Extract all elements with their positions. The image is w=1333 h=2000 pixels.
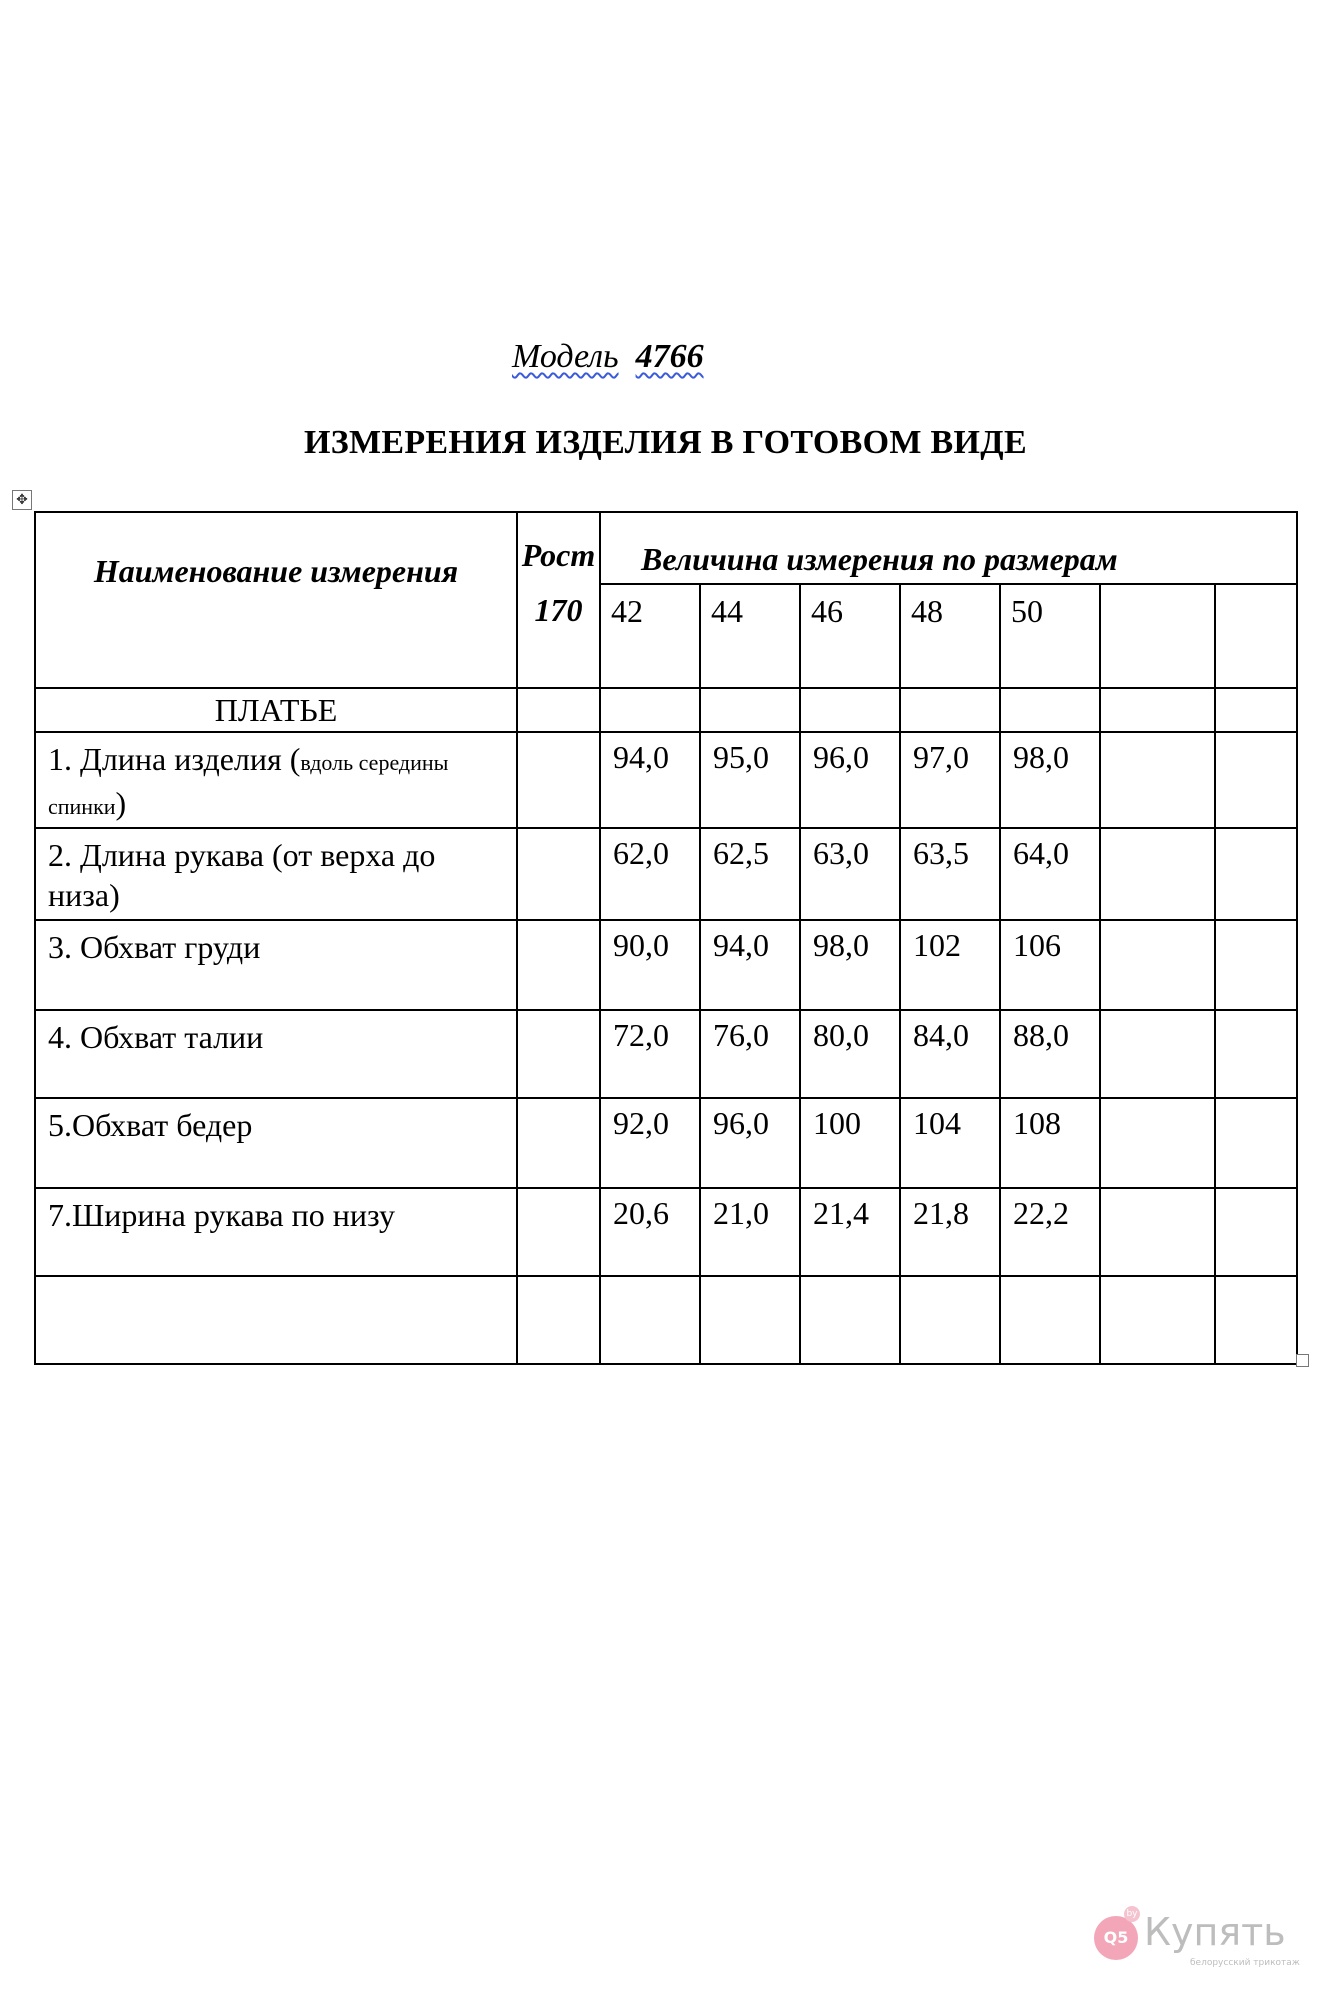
measurement-name-end: ) (115, 785, 127, 821)
value-cell: 98,0 (1000, 732, 1100, 828)
value-cell: 21,0 (700, 1188, 800, 1276)
table-row (35, 1098, 1297, 1188)
size-header-cell: 50 (1000, 584, 1100, 688)
value-cell: 84,0 (900, 1010, 1000, 1098)
value-cell: 108 (1000, 1098, 1100, 1188)
table-cell (1215, 688, 1297, 732)
table-cell (517, 688, 600, 732)
value-cell: 96,0 (700, 1098, 800, 1188)
measurements-table (34, 511, 1298, 1365)
value-cell: 94,0 (600, 732, 700, 828)
value-cell (1100, 732, 1215, 828)
value-cell: 21,4 (800, 1188, 900, 1276)
table-cell (700, 688, 800, 732)
value-cell: 63,5 (900, 828, 1000, 920)
table-cell (1100, 688, 1215, 732)
header-sizes-caption: Величина измерения по размерам (600, 512, 1297, 584)
value-cell (800, 1276, 900, 1364)
value-cell (1100, 1010, 1215, 1098)
value-cell (1000, 1276, 1100, 1364)
logo-badge-icon: Q5 (1094, 1916, 1138, 1960)
value-cell: 104 (900, 1098, 1000, 1188)
measurement-name-cell (35, 1010, 517, 1098)
value-cell: 62,0 (600, 828, 700, 920)
size-header-cell: 46 (800, 584, 900, 688)
measurement-name-cell (35, 828, 517, 920)
value-cell: 90,0 (600, 920, 700, 1010)
measurement-name: 3. Обхват груди (48, 929, 261, 965)
header-name-cell (35, 512, 517, 688)
move-handle-icon[interactable]: ✥ (12, 490, 32, 510)
measurement-name: 5.Обхват бедер (48, 1107, 253, 1143)
measurement-name-cell (35, 732, 517, 828)
value-cell: 88,0 (1000, 1010, 1100, 1098)
logo-by: by (1124, 1906, 1140, 1922)
value-cell (1100, 1098, 1215, 1188)
value-cell (1100, 828, 1215, 920)
measurement-name: 7.Ширина рукава по низу (48, 1197, 395, 1233)
size-header-cell: 42 (600, 584, 700, 688)
measurement-name: 1. Длина изделия ( (48, 741, 301, 777)
value-cell: 95,0 (700, 732, 800, 828)
value-cell (1100, 1188, 1215, 1276)
value-cell (900, 1276, 1000, 1364)
resize-handle-icon[interactable] (1296, 1354, 1309, 1367)
rost-cell (517, 1276, 600, 1364)
table-cell (800, 688, 900, 732)
value-cell: 21,8 (900, 1188, 1000, 1276)
size-header-cell: 48 (900, 584, 1000, 688)
measurement-note: вдоль середины спинки (48, 750, 449, 819)
header-rost-cell (517, 512, 600, 688)
table-cell (600, 688, 700, 732)
value-cell (1215, 920, 1297, 1010)
rost-cell (517, 1098, 600, 1188)
table-row (35, 1188, 1297, 1276)
section-row (35, 688, 1297, 732)
model-number: 4766 (635, 338, 704, 375)
value-cell (1215, 828, 1297, 920)
rost-cell (517, 920, 600, 1010)
table-row (35, 828, 1297, 920)
measurement-name-cell (35, 1276, 517, 1364)
value-cell: 76,0 (700, 1010, 800, 1098)
value-cell (1100, 1276, 1215, 1364)
value-cell (700, 1276, 800, 1364)
value-cell: 72,0 (600, 1010, 700, 1098)
measurement-name-cell (35, 1188, 517, 1276)
value-cell: 22,2 (1000, 1188, 1100, 1276)
value-cell (1100, 920, 1215, 1010)
value-cell: 62,5 (700, 828, 800, 920)
rost-cell (517, 732, 600, 828)
header-rost-value: 170 (534, 592, 583, 628)
value-cell (1215, 1098, 1297, 1188)
model-label: Модель (512, 338, 619, 375)
measurement-name: 4. Обхват талии (48, 1019, 264, 1055)
size-header-cell: 44 (700, 584, 800, 688)
value-cell: 80,0 (800, 1010, 900, 1098)
value-cell: 63,0 (800, 828, 900, 920)
logo-brand: Купять (1144, 1910, 1286, 1954)
document-title: ИЗМЕРЕНИЯ ИЗДЕЛИЯ В ГОТОВОМ ВИДЕ (304, 424, 1027, 461)
rost-cell (517, 1188, 600, 1276)
header-name: Наименование измерения (93, 553, 459, 589)
table-row (35, 1276, 1297, 1364)
table-cell (1000, 688, 1100, 732)
size-header-cell (1215, 584, 1297, 688)
value-cell: 98,0 (800, 920, 900, 1010)
value-cell: 106 (1000, 920, 1100, 1010)
logo-tagline: белорусский трикотаж (1190, 1958, 1300, 1968)
table-row (35, 1010, 1297, 1098)
rost-cell (517, 828, 600, 920)
size-header-cell (1100, 584, 1215, 688)
value-cell (1215, 1276, 1297, 1364)
table-row (35, 732, 1297, 828)
measurement-name-cell (35, 1098, 517, 1188)
value-cell: 94,0 (700, 920, 800, 1010)
value-cell: 96,0 (800, 732, 900, 828)
value-cell: 100 (800, 1098, 900, 1188)
value-cell: 97,0 (900, 732, 1000, 828)
value-cell (1215, 1010, 1297, 1098)
header-rost-label: Рост (521, 537, 596, 573)
value-cell: 64,0 (1000, 828, 1100, 920)
value-cell: 92,0 (600, 1098, 700, 1188)
model-title (512, 338, 704, 376)
measurement-name: 2. Длина рукава (от верха до низа) (48, 837, 436, 913)
section-title: ПЛАТЬЕ (35, 688, 517, 732)
rost-cell (517, 1010, 600, 1098)
value-cell: 20,6 (600, 1188, 700, 1276)
value-cell: 102 (900, 920, 1000, 1010)
brand-logo (1094, 1902, 1324, 1972)
value-cell (600, 1276, 700, 1364)
value-cell (1215, 732, 1297, 828)
table-row (35, 920, 1297, 1010)
measurement-name-cell (35, 920, 517, 1010)
table-cell (900, 688, 1000, 732)
value-cell (1215, 1188, 1297, 1276)
